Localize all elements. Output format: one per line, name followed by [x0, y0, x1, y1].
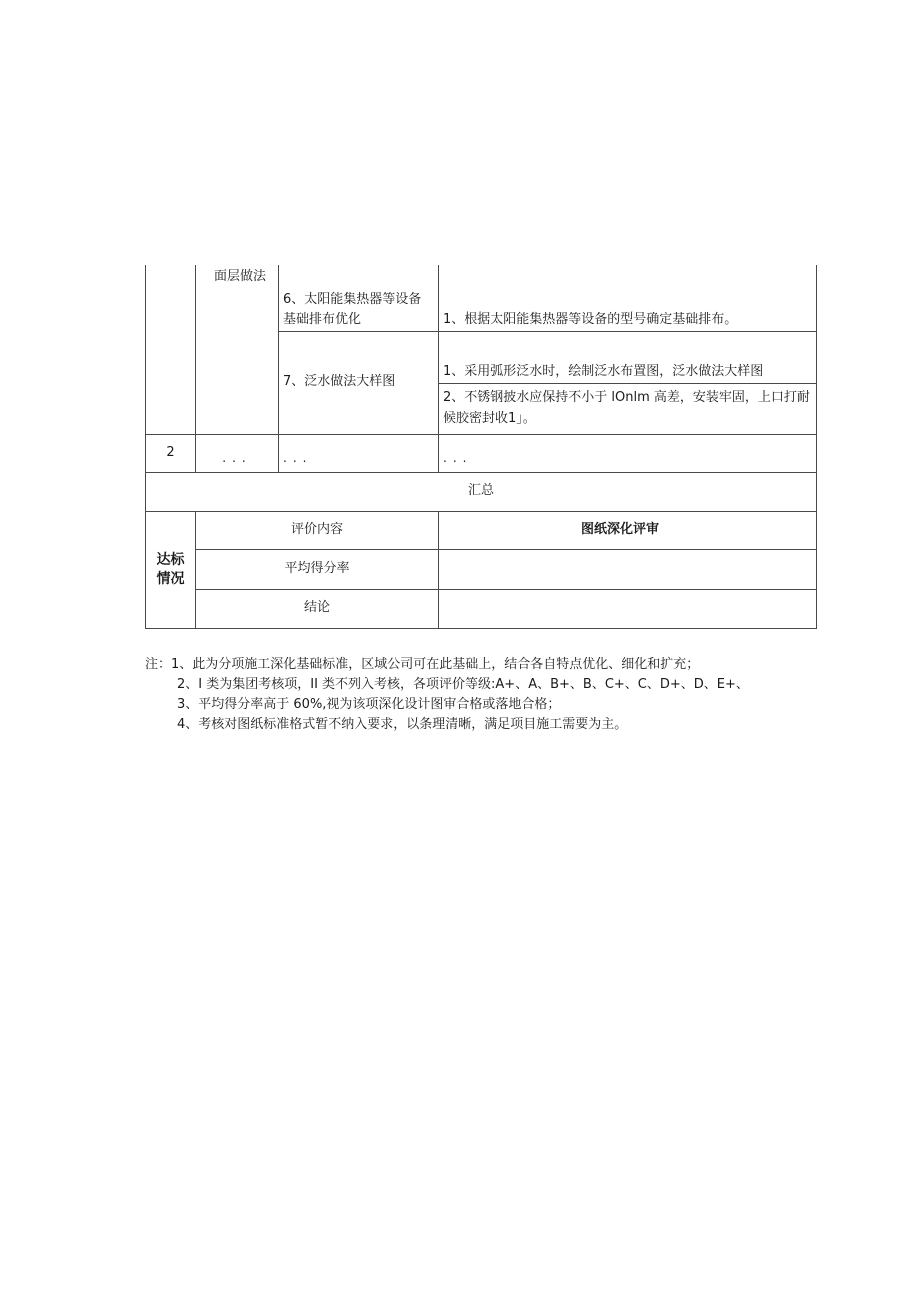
item7-name: 7、泛水做法大样图: [283, 374, 396, 390]
item7-requirement-1: 1、采用弧形泛水时，绘制泛水布置图，泛水做法大样图: [443, 364, 764, 380]
table-row: [146, 265, 817, 331]
summary-value-cell: [439, 589, 817, 628]
spec-table: [145, 265, 817, 629]
qualification-label-2: 情况: [156, 570, 185, 587]
ellipsis: ...: [222, 450, 252, 465]
table-row: [146, 549, 817, 589]
row-number: 2: [166, 444, 175, 460]
table-row: [146, 472, 817, 511]
item6-name: 6、太阳能集热器等设备基础排布优化: [283, 292, 422, 328]
notes-block: [145, 655, 845, 736]
item6-name-cell: [279, 265, 439, 331]
summary-value-cell: [439, 549, 817, 589]
row-number-cell: [146, 434, 196, 472]
summary-value-cell: [439, 511, 817, 549]
section-label-cell: [196, 265, 279, 434]
item7-requirement2-cell: [439, 383, 817, 434]
ellipsis-cell: [439, 434, 817, 472]
summary-value: 图纸深化评审: [581, 521, 660, 537]
item7-requirement-2: 2、不锈钢披水应保持不小于 lOnlm 高差，安装牢固，上口打耐候胶密封收1」。: [443, 390, 810, 426]
empty-number-cell: [146, 265, 196, 434]
item7-name-cell: [279, 331, 439, 434]
qualification-label-cell: [146, 511, 196, 628]
summary-label-cell: [196, 549, 439, 589]
table-row: [146, 434, 817, 472]
ellipsis: ...: [283, 450, 313, 465]
note-line: 2、I 类为集团考核项，II 类不列入考核，各项评价等级:A+、A、B+、B、C+、C、D+、D、E+、: [177, 677, 749, 693]
summary-label-cell: [196, 511, 439, 549]
note-line: 注：1、此为分项施工深化基础标准，区域公司可在此基础上，结合各自特点优化、细化和扩充；: [145, 657, 700, 672]
qualification-label-1: 达标: [156, 551, 185, 568]
ellipsis: ...: [443, 450, 473, 465]
note-line: 4、考核对图纸标准格式暂不纳入要求，以条理清晰，满足项目施工需要为主。: [177, 717, 628, 733]
ellipsis-cell: [279, 434, 439, 472]
summary-label-cell: [196, 589, 439, 628]
table-row: [146, 511, 817, 549]
item7-requirement1-cell: [439, 331, 817, 383]
item6-requirement-cell: [439, 265, 817, 331]
note-line: 3、平均得分率高于 60%,视为该项深化设计图审合格或落地合格；: [177, 697, 561, 713]
summary-label: 评价内容: [290, 521, 343, 537]
summary-label: 结论: [303, 600, 330, 616]
table-row: [146, 589, 817, 628]
ellipsis-cell: [196, 434, 279, 472]
summary-title-cell: [146, 472, 817, 511]
section-label: 面层做法: [213, 269, 266, 284]
summary-label: 平均得分率: [284, 560, 350, 576]
summary-title: 汇总: [467, 483, 494, 499]
item6-requirement: 1、根据太阳能集热器等设备的型号确定基础排布。: [443, 312, 738, 328]
